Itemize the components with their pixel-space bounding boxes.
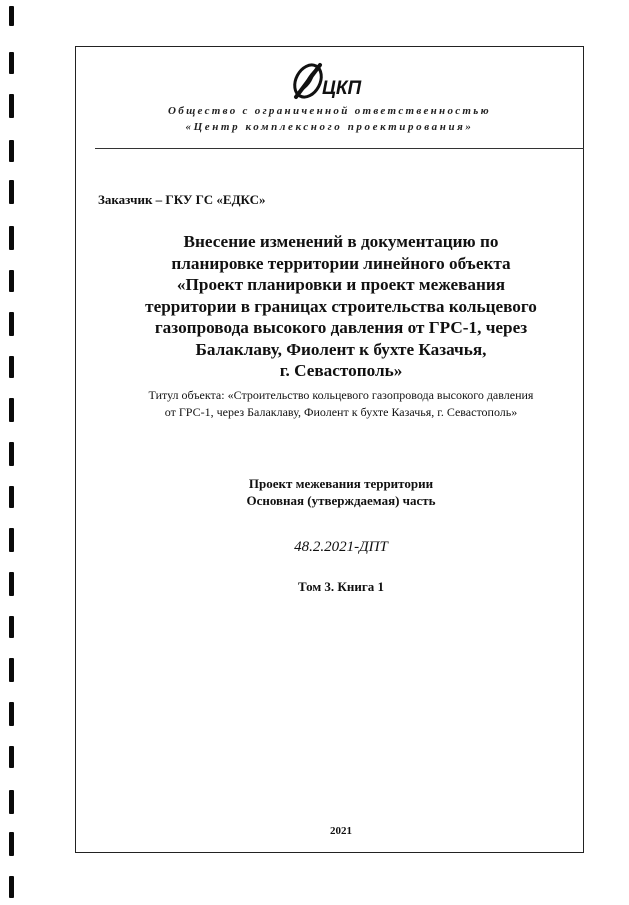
customer-line: Заказчик – ГКУ ГС «ЕДКС» (98, 192, 266, 207)
document-title (76, 231, 606, 382)
title-page-frame (75, 46, 584, 853)
subtitle-line: от ГРС-1, через Балаклаву, Фиолент к бухте Казачья, г. Севастополь» (164, 405, 518, 419)
logo-lettering: ЦКП (321, 78, 361, 99)
header-divider (95, 148, 584, 149)
year-label: 2021 (330, 825, 352, 837)
volume-label: Том 3. Книга 1 (297, 579, 384, 594)
part-line: Проект межевания территории (248, 476, 434, 491)
organization-line-1: Общество с ограниченной ответственностью (168, 105, 491, 117)
project-part (76, 475, 606, 509)
title-line: газопровода высокого давления от ГРС-1, через (154, 318, 528, 337)
title-line: «Проект планировки и проект межевания (176, 275, 506, 294)
subtitle-line: Титул объекта: «Строительство кольцевого газопровода высокого давления (148, 388, 534, 402)
part-line: Основная (утверждаемая) часть (246, 493, 436, 508)
title-line: г. Севастополь» (279, 361, 403, 380)
leaf-logo-icon (282, 61, 378, 101)
title-line: Внесение изменений в документацию по (183, 232, 499, 251)
document-code: 48.2.2021-ДПТ (294, 539, 388, 555)
title-line: территории в границах строительства кольцевого (145, 296, 537, 316)
binding-marks (9, 0, 19, 905)
company-logo (76, 61, 583, 101)
title-line: планировке территории линейного объекта (171, 253, 511, 273)
title-line: Балаклаву, Фиолент к бухте Казачья, (195, 339, 487, 359)
organization-line-2: «Центр комплексного проектирования» (185, 121, 474, 133)
object-title (76, 387, 606, 421)
